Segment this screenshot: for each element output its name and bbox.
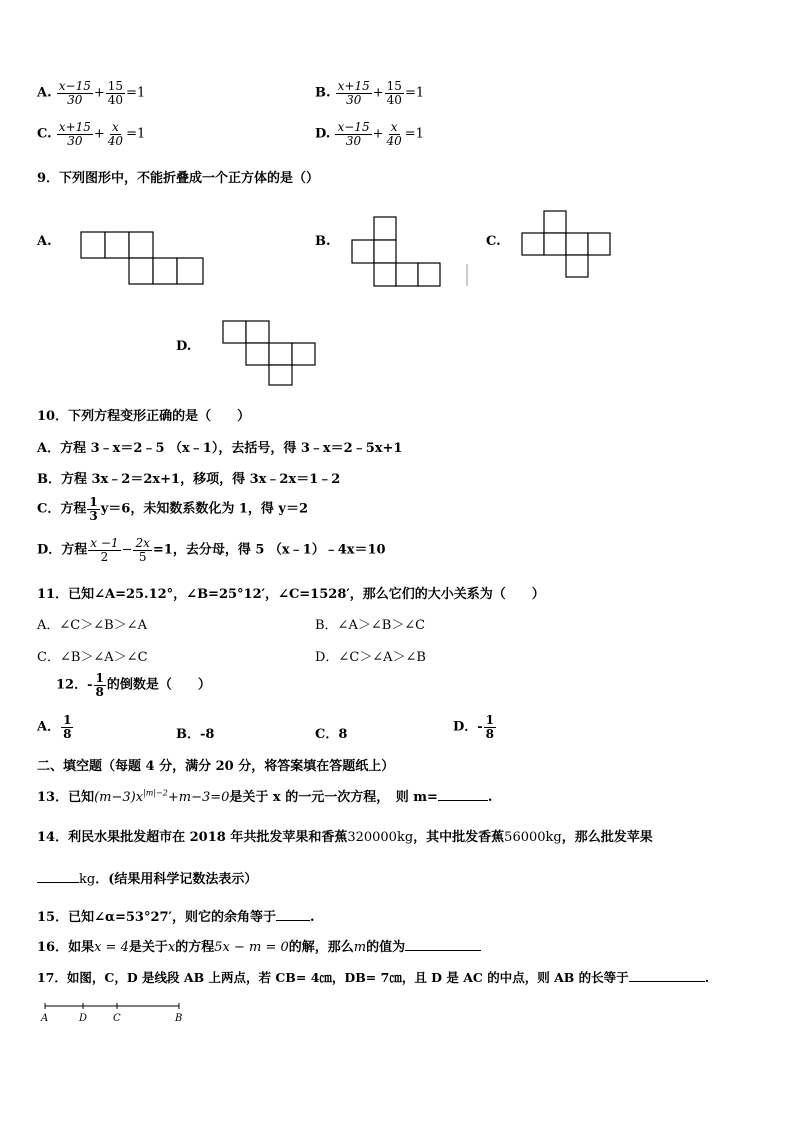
cube-net-c[interactable] xyxy=(521,210,613,278)
point-label-d: D xyxy=(79,1013,88,1024)
q16: 16．如果x = 4是关于x的方程5x − m = 0的解，那么m的值为 xyxy=(37,936,481,955)
q13: 13．已知$(m-3)x^{|m|-2}+m-3=0$是关于 x 的一元一次方程， 则 m= . xyxy=(37,788,493,805)
section-heading: 二、填空题（每题 4 分，满分 20 分，将答案填在答题纸上） xyxy=(37,759,395,774)
q8-option-a[interactable]: A. $\frac{x-15}{30}$ + $\frac{15}{40}$ =1 xyxy=(37,79,146,107)
q10-option-d[interactable]: D．方程 $\frac{x -1}{2}$ − $\frac{2x}{5}$ =1，去分母，得 5 （x﹣1）﹣4x＝10 xyxy=(37,536,386,564)
q8-option-b[interactable]: B. $\frac{x+15}{30}$ + $\frac{15}{40}$ =1 xyxy=(315,79,425,107)
q12-option-a[interactable]: A． $\frac{1}{8}$ xyxy=(37,713,72,741)
segment-figure xyxy=(36,1000,186,1024)
fraction: $\frac{x-15}{30}$ xyxy=(337,120,370,148)
fraction: $\frac{x-15}{30}$ xyxy=(58,79,91,107)
q11-option-a[interactable]: A．∠C＞∠B＞∠A xyxy=(37,618,147,633)
answer-blank[interactable] xyxy=(405,939,481,951)
point-label-c: C xyxy=(113,1013,121,1024)
answer-blank[interactable] xyxy=(629,970,705,982)
cube-net-d[interactable] xyxy=(222,320,318,386)
q11-option-d[interactable]: D．∠C＞∠A＞∠B xyxy=(315,650,426,665)
q17: 17．如图，C，D 是线段 AB 上两点，若 CB= 4㎝，DB= 7㎝，且 D 是 AC 的中点，则 AB 的长等于 . xyxy=(37,970,710,985)
fraction: $\frac{15}{40}$ xyxy=(386,79,402,107)
q8-option-c[interactable]: C. $\frac{x+15}{30}$ + $\frac{x}{40}$ =1 xyxy=(37,120,146,148)
q14-line2: kg．(结果用科学记数法表示） xyxy=(37,868,257,887)
cube-net-a[interactable] xyxy=(80,231,206,287)
point-label-b: B xyxy=(175,1013,183,1024)
q10-option-a[interactable]: A．方程 3﹣x＝2﹣5 （x﹣1），去括号，得 3﹣x＝2﹣5x+1 xyxy=(37,441,403,456)
q8-option-d[interactable]: D. $\frac{x-15}{30}$ + $\frac{x}{40}$ =1 xyxy=(315,120,424,148)
q11-stem: 11．已知∠A=25.12°，∠B=25°12′，∠C=1528′，那么它们的大小关系为（ ） xyxy=(37,587,545,602)
fraction: $\frac{1}{8}$ xyxy=(95,671,104,699)
fraction: $\frac{x+15}{30}$ xyxy=(337,79,370,107)
q9-option-a-label[interactable]: A. xyxy=(37,234,52,249)
q12-stem: 12．- $\frac{1}{8}$ 的倒数是（ ） xyxy=(56,671,211,699)
option-label: A. xyxy=(37,85,52,101)
q9-option-c-label[interactable]: C. xyxy=(486,234,501,249)
answer-blank[interactable] xyxy=(276,909,310,921)
q11-option-b[interactable]: B．∠A＞∠B＞∠C xyxy=(315,618,426,633)
fraction: $\frac{1}{8}$ xyxy=(63,713,72,741)
answer-blank[interactable] xyxy=(438,789,488,801)
q9-stem: 9．下列图形中，不能折叠成一个正方体的是（） xyxy=(37,171,320,186)
q10-option-c[interactable]: C．方程 $\frac{1}{3}$ y＝6，未知数系数化为 1，得 y＝2 xyxy=(37,495,309,523)
fraction: $\frac{x+15}{30}$ xyxy=(58,120,91,148)
q11-option-c[interactable]: C．∠B＞∠A＞∠C xyxy=(37,650,148,665)
answer-blank[interactable] xyxy=(37,871,79,883)
q10-stem: 10．下列方程变形正确的是（ ） xyxy=(37,409,251,424)
fraction: $\frac{x -1}{2}$ xyxy=(90,536,119,564)
q12-option-b[interactable]: B．-8 xyxy=(176,727,215,742)
option-label: D. xyxy=(315,126,331,142)
q12-option-c[interactable]: C．8 xyxy=(315,727,348,742)
cube-net-b[interactable] xyxy=(351,216,471,288)
fraction: $\frac{2x}{5}$ xyxy=(135,536,150,564)
q9-option-d-label[interactable]: D. xyxy=(176,339,192,354)
fraction: $\frac{1}{3}$ xyxy=(89,495,98,523)
fraction: $\frac{x}{40}$ xyxy=(107,120,124,148)
option-label: B. xyxy=(315,85,331,101)
point-label-a: A xyxy=(41,1013,49,1024)
q14-line1: 14．利民水果批发超市在 2018 年共批发苹果和香蕉320000kg，其中批发香蕉56000kg，那么批发苹果 xyxy=(37,830,653,845)
q9-option-b-label[interactable]: B. xyxy=(315,234,331,249)
fraction: $\frac{1}{8}$ xyxy=(485,713,495,741)
q15: 15．已知∠α=53°27′，则它的余角等于 . xyxy=(37,910,315,925)
q10-option-b[interactable]: B．方程 3x﹣2＝2x+1，移项，得 3x﹣2x＝1﹣2 xyxy=(37,472,341,487)
q12-option-d[interactable]: D．- $\frac{1}{8}$ xyxy=(453,713,495,741)
fraction: $\frac{x}{40}$ xyxy=(386,120,402,148)
fraction: $\frac{15}{40}$ xyxy=(107,79,124,107)
option-label: C. xyxy=(37,126,52,142)
